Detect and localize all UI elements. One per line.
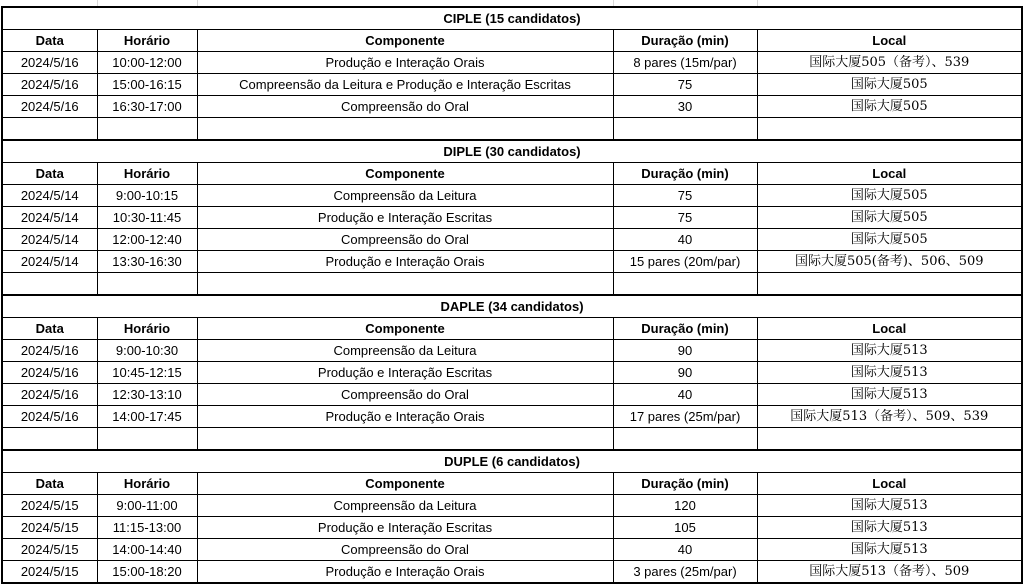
section-title-ciple[interactable]: CIPLE (15 candidatos) [2,7,1022,30]
column-header[interactable]: Local [757,473,1022,495]
cell[interactable]: Compreensão do Oral [197,229,613,251]
cell[interactable]: 40 [613,539,757,561]
column-header[interactable]: Duração (min) [613,30,757,52]
table-row [2,251,1022,273]
cell[interactable]: Produção e Interação Orais [197,52,613,74]
column-header[interactable]: Horário [97,473,197,495]
cell[interactable]: 国际大厦513 [757,384,1022,406]
cell[interactable]: 2024/5/15 [2,495,97,517]
cell[interactable]: 国际大厦513（备考）、509、539 [757,406,1022,428]
section-row-diple [2,140,1022,163]
schedule-tbody [2,7,1022,583]
cell[interactable]: 10:30-11:45 [97,207,197,229]
table-row [2,406,1022,428]
cell[interactable] [757,273,1022,296]
column-header[interactable]: Data [2,163,97,185]
section-title-daple[interactable]: DAPLE (34 candidatos) [2,295,1022,318]
cell[interactable]: 14:00-14:40 [97,539,197,561]
cell[interactable]: 2024/5/14 [2,251,97,273]
cell[interactable]: 国际大厦513 [757,340,1022,362]
cell[interactable] [197,273,613,296]
cell[interactable] [197,118,613,141]
cell[interactable]: 2024/5/16 [2,362,97,384]
column-header[interactable]: Data [2,318,97,340]
cell[interactable]: 90 [613,340,757,362]
cell[interactable]: Produção e Interação Escritas [197,517,613,539]
cell[interactable]: Produção e Interação Escritas [197,207,613,229]
cell[interactable]: 2024/5/14 [2,207,97,229]
column-header[interactable]: Componente [197,473,613,495]
column-header[interactable]: Local [757,30,1022,52]
cell[interactable]: 国际大厦505(备考)、506、509 [757,251,1022,273]
cell[interactable]: 17 pares (25m/par) [613,406,757,428]
cell[interactable]: 12:00-12:40 [97,229,197,251]
cell[interactable] [97,118,197,141]
cell[interactable]: Compreensão do Oral [197,96,613,118]
exam-schedule-table [1,6,1023,584]
column-header[interactable]: Horário [97,30,197,52]
cell[interactable]: 9:00-11:00 [97,495,197,517]
cell[interactable]: 2024/5/16 [2,340,97,362]
cell[interactable] [757,428,1022,451]
cell[interactable] [2,273,97,296]
column-header[interactable]: Componente [197,318,613,340]
column-header[interactable]: Horário [97,318,197,340]
cell[interactable]: Compreensão da Leitura [197,185,613,207]
cell[interactable]: 12:30-13:10 [97,384,197,406]
cell[interactable]: 15:00-16:15 [97,74,197,96]
cell[interactable]: 10:00-12:00 [97,52,197,74]
cell[interactable]: 40 [613,384,757,406]
cell[interactable]: Produção e Interação Orais [197,251,613,273]
cell[interactable]: Produção e Interação Orais [197,561,613,584]
cell[interactable] [613,428,757,451]
cell[interactable] [613,273,757,296]
cell[interactable]: Compreensão da Leitura [197,495,613,517]
cell[interactable]: 国际大厦505 [757,229,1022,251]
column-header-row-daple [2,318,1022,340]
cell[interactable]: 2024/5/14 [2,185,97,207]
cell[interactable]: Compreensão da Leitura e Produção e Interação Escritas [197,74,613,96]
column-header[interactable]: Local [757,163,1022,185]
cell[interactable]: 16:30-17:00 [97,96,197,118]
cell[interactable]: 13:30-16:30 [97,251,197,273]
cell[interactable]: 15 pares (20m/par) [613,251,757,273]
cell[interactable]: 90 [613,362,757,384]
cell[interactable]: 国际大厦513 [757,362,1022,384]
column-header[interactable]: Duração (min) [613,473,757,495]
cell[interactable]: 2024/5/16 [2,406,97,428]
section-row-duple [2,450,1022,473]
table-row [2,517,1022,539]
cell[interactable]: 2024/5/16 [2,52,97,74]
cell[interactable] [613,118,757,141]
cell[interactable]: 9:00-10:30 [97,340,197,362]
table-row [2,273,1022,296]
table-row [2,495,1022,517]
cell[interactable]: 10:45-12:15 [97,362,197,384]
column-header[interactable]: Componente [197,163,613,185]
cell[interactable]: 国际大厦513 [757,495,1022,517]
cell[interactable] [97,273,197,296]
table-row [2,118,1022,141]
table-row [2,561,1022,584]
table-row [2,362,1022,384]
cell[interactable]: 国际大厦513（备考）、509 [757,561,1022,584]
cell[interactable]: 14:00-17:45 [97,406,197,428]
cell[interactable]: 9:00-10:15 [97,185,197,207]
cell[interactable]: 75 [613,207,757,229]
cell[interactable] [97,428,197,451]
cell[interactable]: 国际大厦505 [757,207,1022,229]
cell[interactable]: Compreensão do Oral [197,384,613,406]
cell[interactable]: 8 pares (15m/par) [613,52,757,74]
column-header[interactable]: Data [2,473,97,495]
column-header[interactable]: Duração (min) [613,318,757,340]
cell[interactable]: 11:15-13:00 [97,517,197,539]
table-row [2,74,1022,96]
table-row [2,384,1022,406]
section-row-daple [2,295,1022,318]
cell[interactable]: 3 pares (25m/par) [613,561,757,584]
column-header[interactable]: Horário [97,163,197,185]
cell[interactable]: 国际大厦513 [757,539,1022,561]
table-row [2,539,1022,561]
table-row [2,207,1022,229]
cell[interactable]: 105 [613,517,757,539]
cell[interactable]: 2024/5/15 [2,539,97,561]
column-header-row-duple [2,473,1022,495]
cell[interactable]: 75 [613,185,757,207]
table-row [2,428,1022,451]
cell[interactable] [757,118,1022,141]
table-row [2,52,1022,74]
table-row [2,340,1022,362]
cell[interactable]: 40 [613,229,757,251]
column-header[interactable]: Componente [197,30,613,52]
section-title-duple[interactable]: DUPLE (6 candidatos) [2,450,1022,473]
cell[interactable]: 2024/5/15 [2,561,97,584]
cell[interactable]: 2024/5/16 [2,384,97,406]
cell[interactable]: 国际大厦505 [757,185,1022,207]
cell[interactable]: 国际大厦505 [757,74,1022,96]
column-header[interactable]: Local [757,318,1022,340]
cell[interactable]: 国际大厦505（备考）、539 [757,52,1022,74]
cell[interactable]: 2024/5/15 [2,517,97,539]
cell[interactable]: 30 [613,96,757,118]
cell[interactable]: Produção e Interação Orais [197,406,613,428]
cell[interactable]: Compreensão do Oral [197,539,613,561]
cell[interactable]: 15:00-18:20 [97,561,197,584]
cell[interactable]: 2024/5/16 [2,74,97,96]
cell[interactable]: 国际大厦505 [757,96,1022,118]
cell[interactable] [2,118,97,141]
table-row [2,229,1022,251]
cell[interactable]: 国际大厦513 [757,517,1022,539]
column-header-row-ciple [2,30,1022,52]
column-header[interactable]: Data [2,30,97,52]
table-row [2,185,1022,207]
cell[interactable]: 2024/5/16 [2,96,97,118]
cell[interactable]: Compreensão da Leitura [197,340,613,362]
cell[interactable] [2,428,97,451]
section-row-ciple [2,7,1022,30]
column-header[interactable]: Duração (min) [613,163,757,185]
section-title-diple[interactable]: DIPLE (30 candidatos) [2,140,1022,163]
column-header-row-diple [2,163,1022,185]
table-row [2,96,1022,118]
cell[interactable]: Produção e Interação Escritas [197,362,613,384]
cell[interactable]: 2024/5/14 [2,229,97,251]
cell[interactable] [197,428,613,451]
cell[interactable]: 75 [613,74,757,96]
cell[interactable]: 120 [613,495,757,517]
